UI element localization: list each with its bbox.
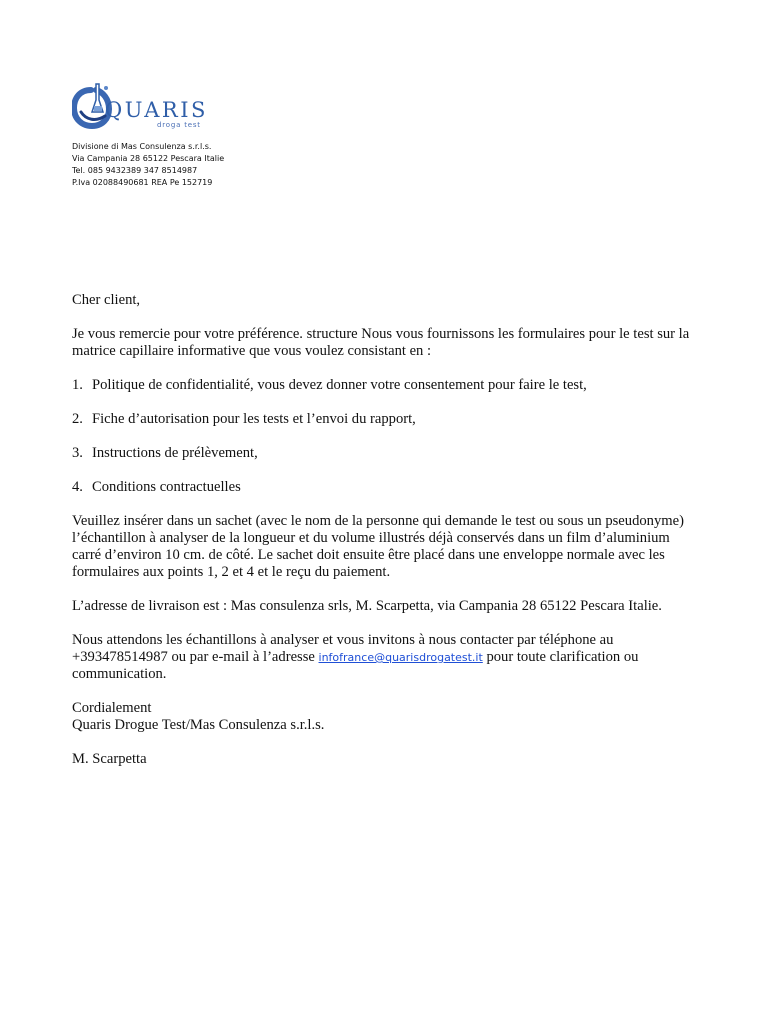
logo-tagline: droga test xyxy=(157,121,201,129)
list-text: Conditions contractuelles xyxy=(92,479,241,495)
contact-text-after: pour toute clarification ou communication. xyxy=(72,649,639,682)
closing: Cordialement xyxy=(72,700,152,716)
list-text: Instructions de prélèvement, xyxy=(92,445,258,461)
company-phone: Tel. 085 9432389 347 8514987 xyxy=(72,166,198,175)
company-info xyxy=(72,141,224,189)
email-link[interactable]: infofrance@quarisdrogatest.it xyxy=(318,651,483,664)
list-text: Fiche d’autorisation pour les tests et l’envoi du rapport, xyxy=(92,411,416,427)
closing-company: Quaris Drogue Test/Mas Consulenza s.r.l.s. xyxy=(72,717,325,733)
instructions-paragraph: Veuillez insérer dans un sachet (avec le nom de la personne qui demande le test ou sous un pseudonyme) l’échantillon à analyser de la longueur et du volume illustrés déjà conservés dans un film d’aluminium carré d’environ 10 cm. de côté. Le sachet doit ensuite être placé dans une enveloppe normale avec les formulaires aux points 1, 2 et 4 et le reçu du paiement. xyxy=(72,513,684,580)
list-item xyxy=(72,479,702,496)
list-number: 3. xyxy=(72,445,83,461)
contact-text-before: Nous attendons les échantillons à analyser et vous invitons à nous contacter par téléphone au +393478514987 ou par e-mail à l’adresse xyxy=(72,632,614,665)
signature: M. Scarpetta xyxy=(72,751,147,767)
list-number: 4. xyxy=(72,479,83,495)
list-item xyxy=(72,445,702,462)
salutation: Cher client, xyxy=(72,292,141,308)
intro-paragraph: Je vous remercie pour votre préférence. structure Nous vous fournissons les formulaires pour le test sur la matrice capillaire informative que vous voulez consistant en : xyxy=(72,326,690,359)
company-address: Via Campania 28 65122 Pescara Italie xyxy=(72,154,225,163)
list-item xyxy=(72,411,702,428)
contact-paragraph xyxy=(72,632,702,683)
company-vat: P.Iva 02088490681 REA Pe 152719 xyxy=(72,178,213,187)
list-text: Politique de confidentialité, vous devez donner votre consentement pour faire le test, xyxy=(92,377,587,393)
logo-wordmark: QUARIS xyxy=(105,98,208,122)
list-item xyxy=(72,377,702,394)
list-number: 2. xyxy=(72,411,83,427)
company-logo xyxy=(72,82,212,134)
company-division: Divisione di Mas Consulenza s.r.l.s. xyxy=(72,142,212,151)
letter-body xyxy=(72,292,702,785)
address-paragraph: L’adresse de livraison est : Mas consulenza srls, M. Scarpetta, via Campania 28 65122 Pescara Italie. xyxy=(72,598,662,614)
list-number: 1. xyxy=(72,377,83,393)
